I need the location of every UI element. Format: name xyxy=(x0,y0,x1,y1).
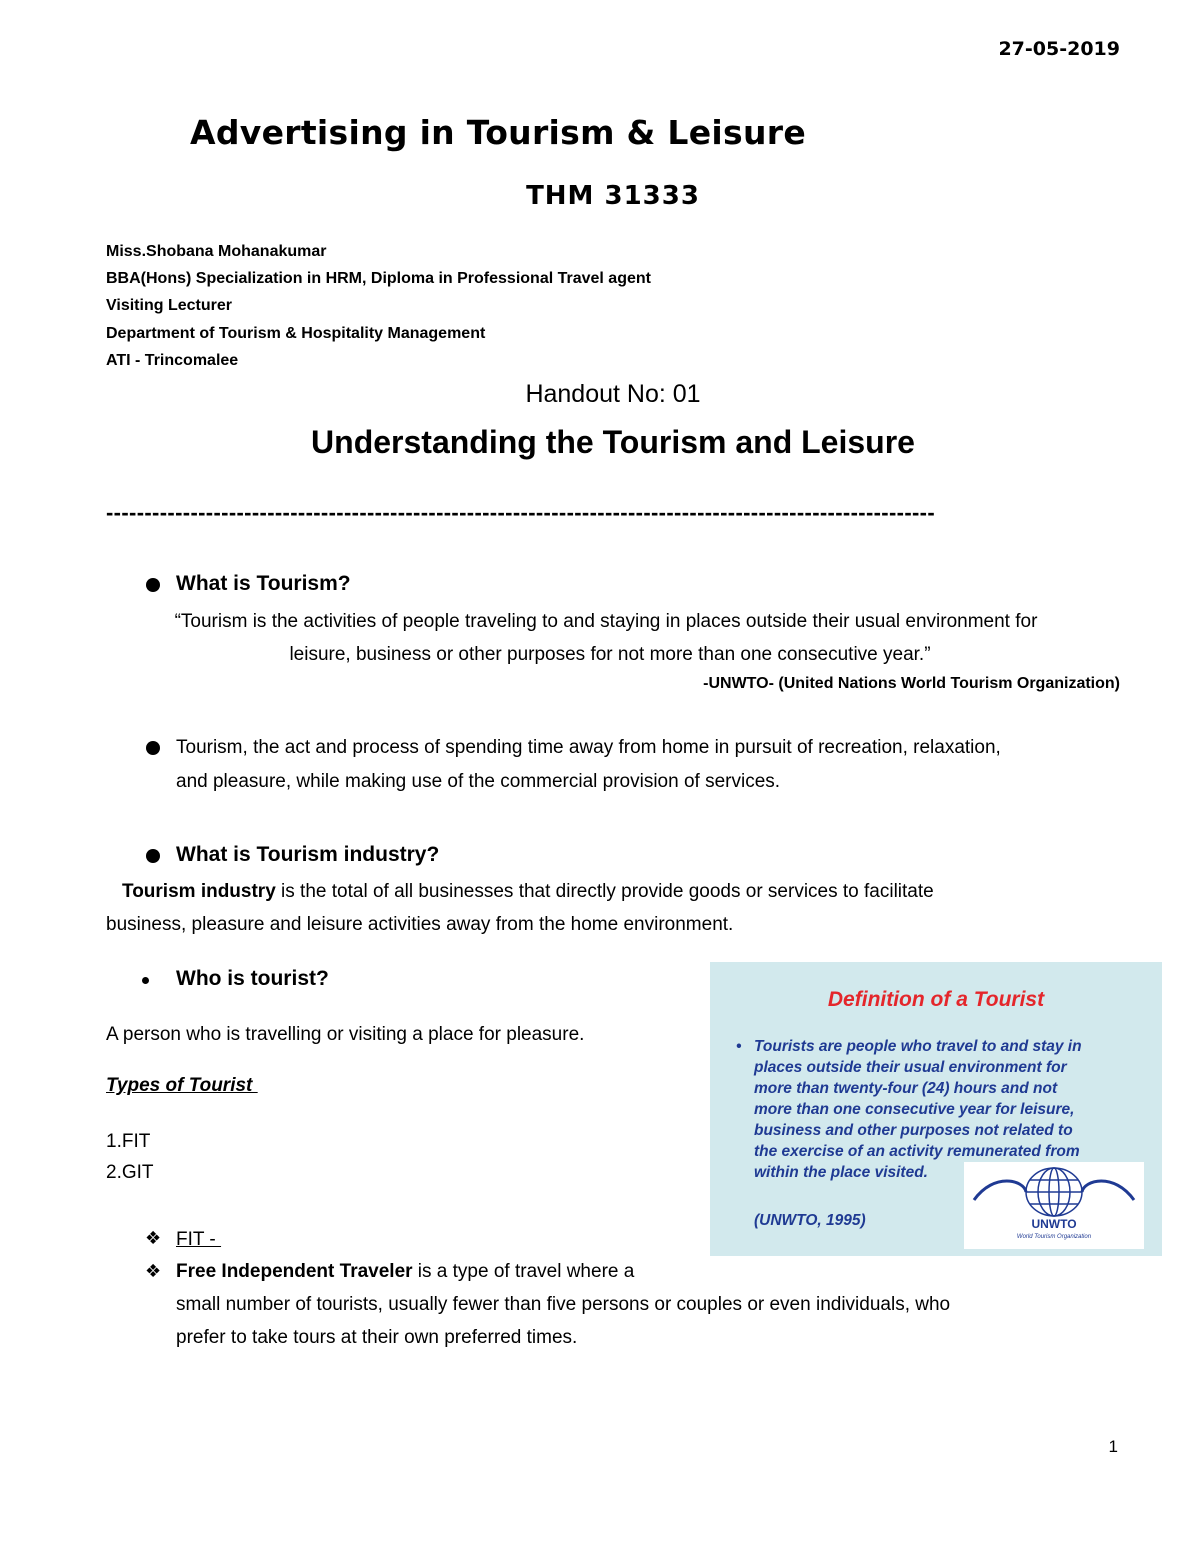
diamond-bullet-icon: ❖ xyxy=(145,1261,162,1282)
course-title: Advertising in Tourism & Leisure xyxy=(190,113,807,152)
bullet-icon xyxy=(142,977,149,984)
author-institute: ATI - Trincomalee xyxy=(106,351,239,369)
document-date: 27-05-2019 xyxy=(998,38,1120,60)
tourist-type-item: 2.GIT xyxy=(106,1162,154,1183)
figure-line: more than twenty-four (24) hours and not xyxy=(754,1080,1058,1097)
course-code: THM 31333 xyxy=(526,181,700,211)
tourist-definition-figure xyxy=(710,962,1162,1256)
globe-icon xyxy=(964,1162,1144,1222)
figure-line: • Tourists are people who travel to and stay in xyxy=(736,1038,1082,1055)
fit-line3: prefer to take tours at their own preferred times. xyxy=(176,1327,578,1348)
industry-line1 xyxy=(122,875,934,908)
fit-line2: small number of tourists, usually fewer than five persons or couples or even individuals, who xyxy=(176,1294,951,1315)
bullet-icon xyxy=(146,578,160,592)
unwto-logo xyxy=(964,1162,1144,1249)
figure-citation: (UNWTO, 1995) xyxy=(754,1212,866,1229)
author-qualification: BBA(Hons) Specialization in HRM, Diploma in Professional Travel agent xyxy=(106,270,651,288)
bullet-icon xyxy=(146,849,160,863)
industry-line1-text: is the total of all businesses that directly provide goods or services to facilitate xyxy=(275,881,934,902)
tourism-quote-line2: leisure, business or other purposes for not more than one consecutive year.” xyxy=(289,644,931,665)
fit-label: FIT - xyxy=(176,1229,222,1250)
figure-line: within the place visited. xyxy=(754,1164,928,1181)
tourism-heading: What is Tourism? xyxy=(176,572,351,595)
industry-line2: business, pleasure and leisure activities away from the home environment. xyxy=(106,914,734,935)
author-department: Department of Tourism & Hospitality Management xyxy=(106,324,486,342)
handout-number: Handout No: 01 xyxy=(525,380,701,408)
figure-text xyxy=(734,1036,1154,1183)
logo-caption: World Tourism Organization xyxy=(1016,1234,1092,1240)
figure-title: Definition of a Tourist xyxy=(827,988,1045,1011)
tourist-type-item: 1.FIT xyxy=(106,1131,151,1152)
figure-line: business and other purposes not related to xyxy=(754,1122,1073,1139)
figure-line: the exercise of an activity remunerated from xyxy=(754,1143,1080,1160)
author-block xyxy=(106,238,651,374)
page-number: 1 xyxy=(1108,1437,1118,1456)
tourist-definition: A person who is travelling or visiting a place for pleasure. xyxy=(106,1024,585,1045)
fit-line1 xyxy=(176,1255,634,1288)
divider-line: ------------------------------------------------------------------------------------------------------------ xyxy=(106,500,936,525)
author-name: Miss.Shobana Mohanakumar xyxy=(106,243,327,260)
tourism-act-line2: and pleasure, while making use of the commercial provision of services. xyxy=(176,771,781,792)
tourism-act-line1: Tourism, the act and process of spending time away from home in pursuit of recreation, relaxation, xyxy=(176,737,1001,758)
figure-line: places outside their usual environment for xyxy=(754,1059,1067,1076)
logo-text: UNWTO xyxy=(1031,1217,1077,1231)
industry-term: Tourism industry xyxy=(122,881,276,902)
fit-term: Free Independent Traveler xyxy=(176,1261,413,1282)
types-heading: Types of Tourist xyxy=(106,1075,258,1096)
tourist-heading: Who is tourist? xyxy=(176,967,329,990)
author-role: Visiting Lecturer xyxy=(106,297,232,315)
quote-source: -UNWTO- (United Nations World Tourism Organization) xyxy=(703,675,1120,692)
industry-heading: What is Tourism industry? xyxy=(176,843,440,866)
diamond-bullet-icon: ❖ xyxy=(145,1228,162,1249)
figure-bullet-icon: • xyxy=(736,1038,742,1055)
page-subtitle: Understanding the Tourism and Leisure xyxy=(311,424,915,460)
fit-line1-text: is a type of travel where a xyxy=(412,1261,635,1282)
tourism-quote-line1: “Tourism is the activities of people traveling to and staying in places outside their usual environment for xyxy=(174,611,1038,632)
bullet-icon xyxy=(146,741,160,755)
figure-line: more than one consecutive year for leisure, xyxy=(754,1101,1075,1118)
